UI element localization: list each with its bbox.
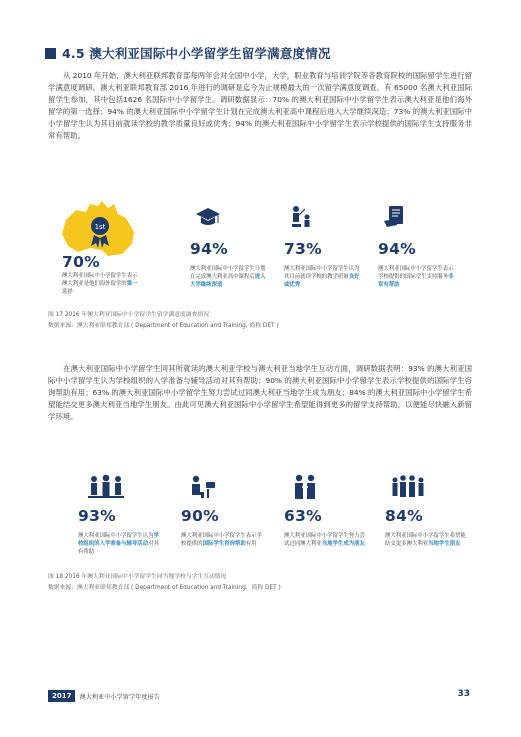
stat-card-more-friends <box>385 462 467 562</box>
intro-paragraph: 从 2010 年开始，澳大利亚联邦教育部每两年会对全国中小学，大学，职业教育与培训学院等各教育院校的国际留学生进行留学满意度调研。澳大利亚联邦教育部 2016 年进行的调研是迄今为止规模最大的一次留学满意度调查，有 65000 名澳大利亚国际留学生参加，其中包括1626 名国际中小学留学生。调研数据显示：70% 的澳大利亚国际中小学留学生表示澳大利亚是他们海外留学的第一选择；94% 的澳大利亚国际中小学留学生计划在完成澳大利亚高中课程后进入大学继续深造；73% 的澳大利亚国际中小学留学生认为其目前就读学校的教学质量良好或优秀；94% 的澳大利亚国际中小学留学生表示学校提供的国际学生支持服务非常有帮助。 <box>48 71 472 141</box>
section-title <box>45 44 331 62</box>
stat-value: 93% <box>78 507 117 525</box>
figure-17-caption: 图 17 2016 年澳大利亚国际中小学留学生留学满意度调查情况 数据来源：澳大利亚联邦教育部 ( Department of Education and Training, 简称 DET ) <box>48 312 279 329</box>
stat-card-university <box>190 195 270 300</box>
stat-description: 澳大利亚国际中小学留学生计划在完成澳大利亚高中课程后进入大学继续深造 <box>190 266 266 288</box>
stat-description: 澳大利亚国际中小学留学生表示学校提供的国际学生咨询帮助有用 <box>181 533 262 547</box>
stat-value: 63% <box>284 507 323 525</box>
document-hand-icon <box>383 205 407 229</box>
section-marker <box>45 48 56 59</box>
stat-value: 84% <box>385 507 424 525</box>
footer-report-badge <box>48 690 160 702</box>
stat-value: 94% <box>378 240 417 258</box>
stat-value: 90% <box>181 507 220 525</box>
friends-icon <box>290 474 320 500</box>
footer-year: 2017 <box>48 690 75 702</box>
stat-description: 澳大利亚国际中小学留学生努力尝试过同澳大利亚当地学生成为朋友 <box>284 533 365 547</box>
counseling-icon <box>187 474 217 500</box>
stat-card-friends-attempt <box>284 462 366 562</box>
section-heading: 澳大利亚国际中小学留学生留学满意度情况 <box>89 46 331 61</box>
stat-card-support-services <box>378 195 458 300</box>
graduation-cap-icon <box>195 207 221 229</box>
classroom-teacher-icon <box>289 205 315 229</box>
group-people-icon <box>86 474 126 500</box>
stat-description: 澳大利亚国际中小学留学生认为其目前就读学校的教学质量良好或优秀 <box>284 266 360 288</box>
stat-description: 澳大利亚国际中小学留学生希望能结交更多澳大利亚当地学生朋友 <box>385 533 466 547</box>
stat-value: 73% <box>284 240 323 258</box>
stat-value: 70% <box>62 253 101 271</box>
interaction-paragraph: 在澳大利亚国际中小学留学生同其所就读的澳大利亚学校与澳大利亚当地学生互动方面，调研数据表明：93% 的澳大利亚国际中小学留学生认为学校组织的入学准备与辅导活动对其有帮助；90% 的澳大利亚国际中小学留学生表示学校提供的国际学生咨询帮助有用；63% 的澳大利亚国际中小学留学生努力尝试过同澳大利亚当地学生成为朋友；84% 的澳大利亚国际中小学留学生希望能结交更多澳大利亚当地学生朋友。由此可见澳大利亚国际中小学留学生希望能得到更多的留学支持帮助，以便能尽快融入新留学环境。 <box>48 364 472 422</box>
stat-card-counseling <box>181 462 263 562</box>
figure-18 <box>78 462 478 562</box>
svg-text:1st: 1st <box>94 223 106 231</box>
stat-description: 澳大利亚国际中小学留学生认为学校组织的入学准备与辅导活动对其有帮助 <box>78 533 159 555</box>
page-number: 33 <box>457 689 470 699</box>
stat-description: 澳大利亚国际中小学留学生表示学校提供的国际学生支持服务非常有帮助 <box>378 266 454 288</box>
section-number: 4.5 <box>62 46 85 61</box>
footer-report-title: 澳大利亚中小学留学年度报告 <box>79 693 160 701</box>
figure-17 <box>48 195 472 300</box>
stat-card-first-choice <box>48 195 148 300</box>
stat-description: 澳大利亚国际中小学留学生表示澳大利亚是他们海外留学的第一选择 <box>62 273 138 295</box>
stat-card-teaching-quality <box>284 195 364 300</box>
stat-card-orientation <box>78 462 160 562</box>
stat-value: 94% <box>190 240 229 258</box>
figure-18-caption: 图 18 2016 年澳大利亚国际中小学留学生同当地学校与学生互动情况 数据来源：澳大利亚联邦教育部 ( Department of Education and Training，简称 DET ) <box>48 574 281 591</box>
australia-map-icon <box>56 198 140 260</box>
crowd-icon <box>389 474 429 500</box>
